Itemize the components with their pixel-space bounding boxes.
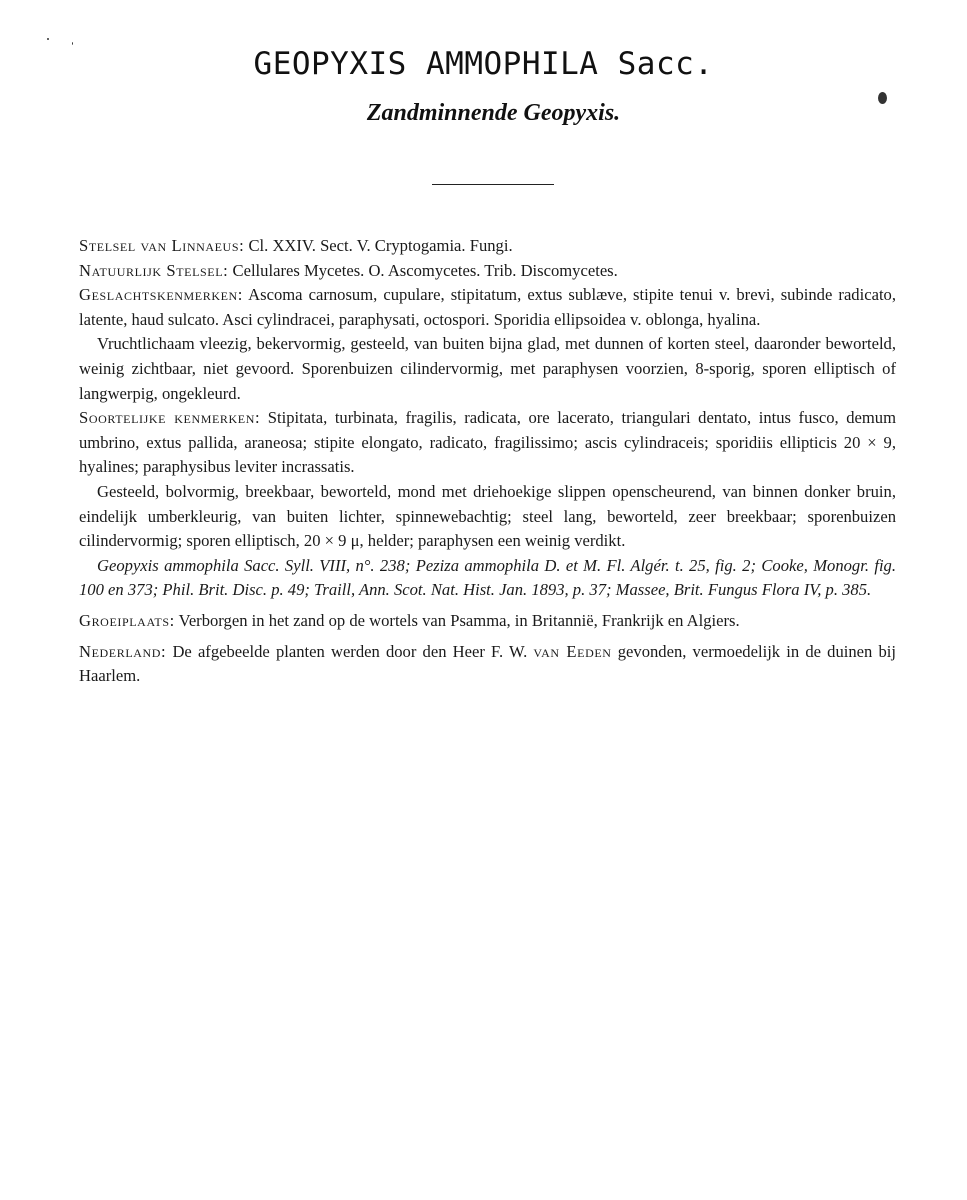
genus-dutch-paragraph: Vruchtlichaam vleezig, bekervormig, gesteeld, van buiten bijna glad, met dunnen of korten steel, daaronder beworteld, weinig zichtbaar, niet gevoord. Sporenbuizen cilindervormig, met paraphysen voorzien, 8-sporig, sporen elliptisch of langwerpig, ongekleurd. <box>79 334 896 403</box>
description-body <box>79 234 896 689</box>
habitat-paragraph <box>79 609 896 634</box>
title-divider <box>432 184 554 185</box>
page-title: GEOPYXIS AMMOPHILA Sacc. <box>253 46 714 82</box>
scan-speck <box>47 38 49 40</box>
species-latin-text: Stipitata, turbinata, fragilis, radicata, ore lacerato, triangulari dentato, intus fusco, demum umbrino, extus pallida, araneosa; stipite elongato, radicato, fragilissimo; ascis cylindraceis; sporidiis ellipticis 20 × 9, hyalines; paraphysibus leviter incrassatis. <box>79 408 896 477</box>
natural-system-text: Cellulares Mycetes. O. Ascomycetes. Trib. Discomycetes. <box>232 260 618 280</box>
linnaeus-label: Stelsel van Linnaeus: <box>79 236 245 255</box>
finder-name: van Eeden <box>533 641 612 661</box>
page-subtitle: Zandminnende Geopyxis. <box>366 100 621 126</box>
netherlands-paragraph <box>79 640 896 689</box>
netherlands-text-before: De afgebeelde planten werden door den Heer F. W. <box>172 641 528 661</box>
genus-latin-paragraph <box>79 283 896 332</box>
species-dutch-paragraph: Gesteeld, bolvormig, breekbaar, beworteld, mond met driehoekige slippen openscheurend, van binnen donker bruin, eindelijk umberkleurig, van buiten lichter, spinnewebachtig; steel lang, beworteld, zeer breekbaar; sporenbuizen cilindervormig; sporen elliptisch, 20 × 9 μ, helder; paraphysen een weinig verdikt. <box>79 481 896 551</box>
references-paragraph: Geopyxis ammophila Sacc. Syll. VIII, n°. 238; Peziza ammophila D. et M. Fl. Algér. t. 25, fig. 2; Cooke, Monogr. fig. 100 en 373; Phil. Brit. Disc. p. 49; Traill, Ann. Scot. Nat. Hist. Jan. 1893, p. 37; Massee, Brit. Fungus Flora IV, p. 385. <box>79 555 896 600</box>
genus-label: Geslachtskenmerken: <box>79 285 243 305</box>
netherlands-label: Nederland: <box>79 641 167 661</box>
genus-latin-text: Ascoma carnosum, cupulare, stipitatum, extus sublæve, stipite tenui v. brevi, subinde radicato, latente, haud sulcato. Asci cylindracei, paraphysati, octospori. Sporidia ellipsoidea v. oblonga, hyalina. <box>79 285 896 329</box>
habitat-label: Groeiplaats: <box>79 610 175 630</box>
netherlands-text-after: gevonden, vermoedelijk in de duinen bij Haarlem. <box>79 641 896 686</box>
scan-speck <box>72 42 73 45</box>
habitat-text: Verborgen in het zand op de wortels van Psamma, in Britannië, Frankrijk en Algiers. <box>178 610 740 630</box>
species-label: Soortelijke kenmerken: <box>79 408 261 428</box>
natural-system-label: Natuurlijk Stelsel: <box>79 260 229 280</box>
linnaeus-paragraph <box>79 234 896 259</box>
natural-system-paragraph <box>79 259 896 284</box>
species-latin-paragraph <box>79 406 896 480</box>
linnaeus-text: Cl. XXIV. Sect. V. Cryptogamia. Fungi. <box>248 236 513 255</box>
scan-speck <box>878 92 887 104</box>
